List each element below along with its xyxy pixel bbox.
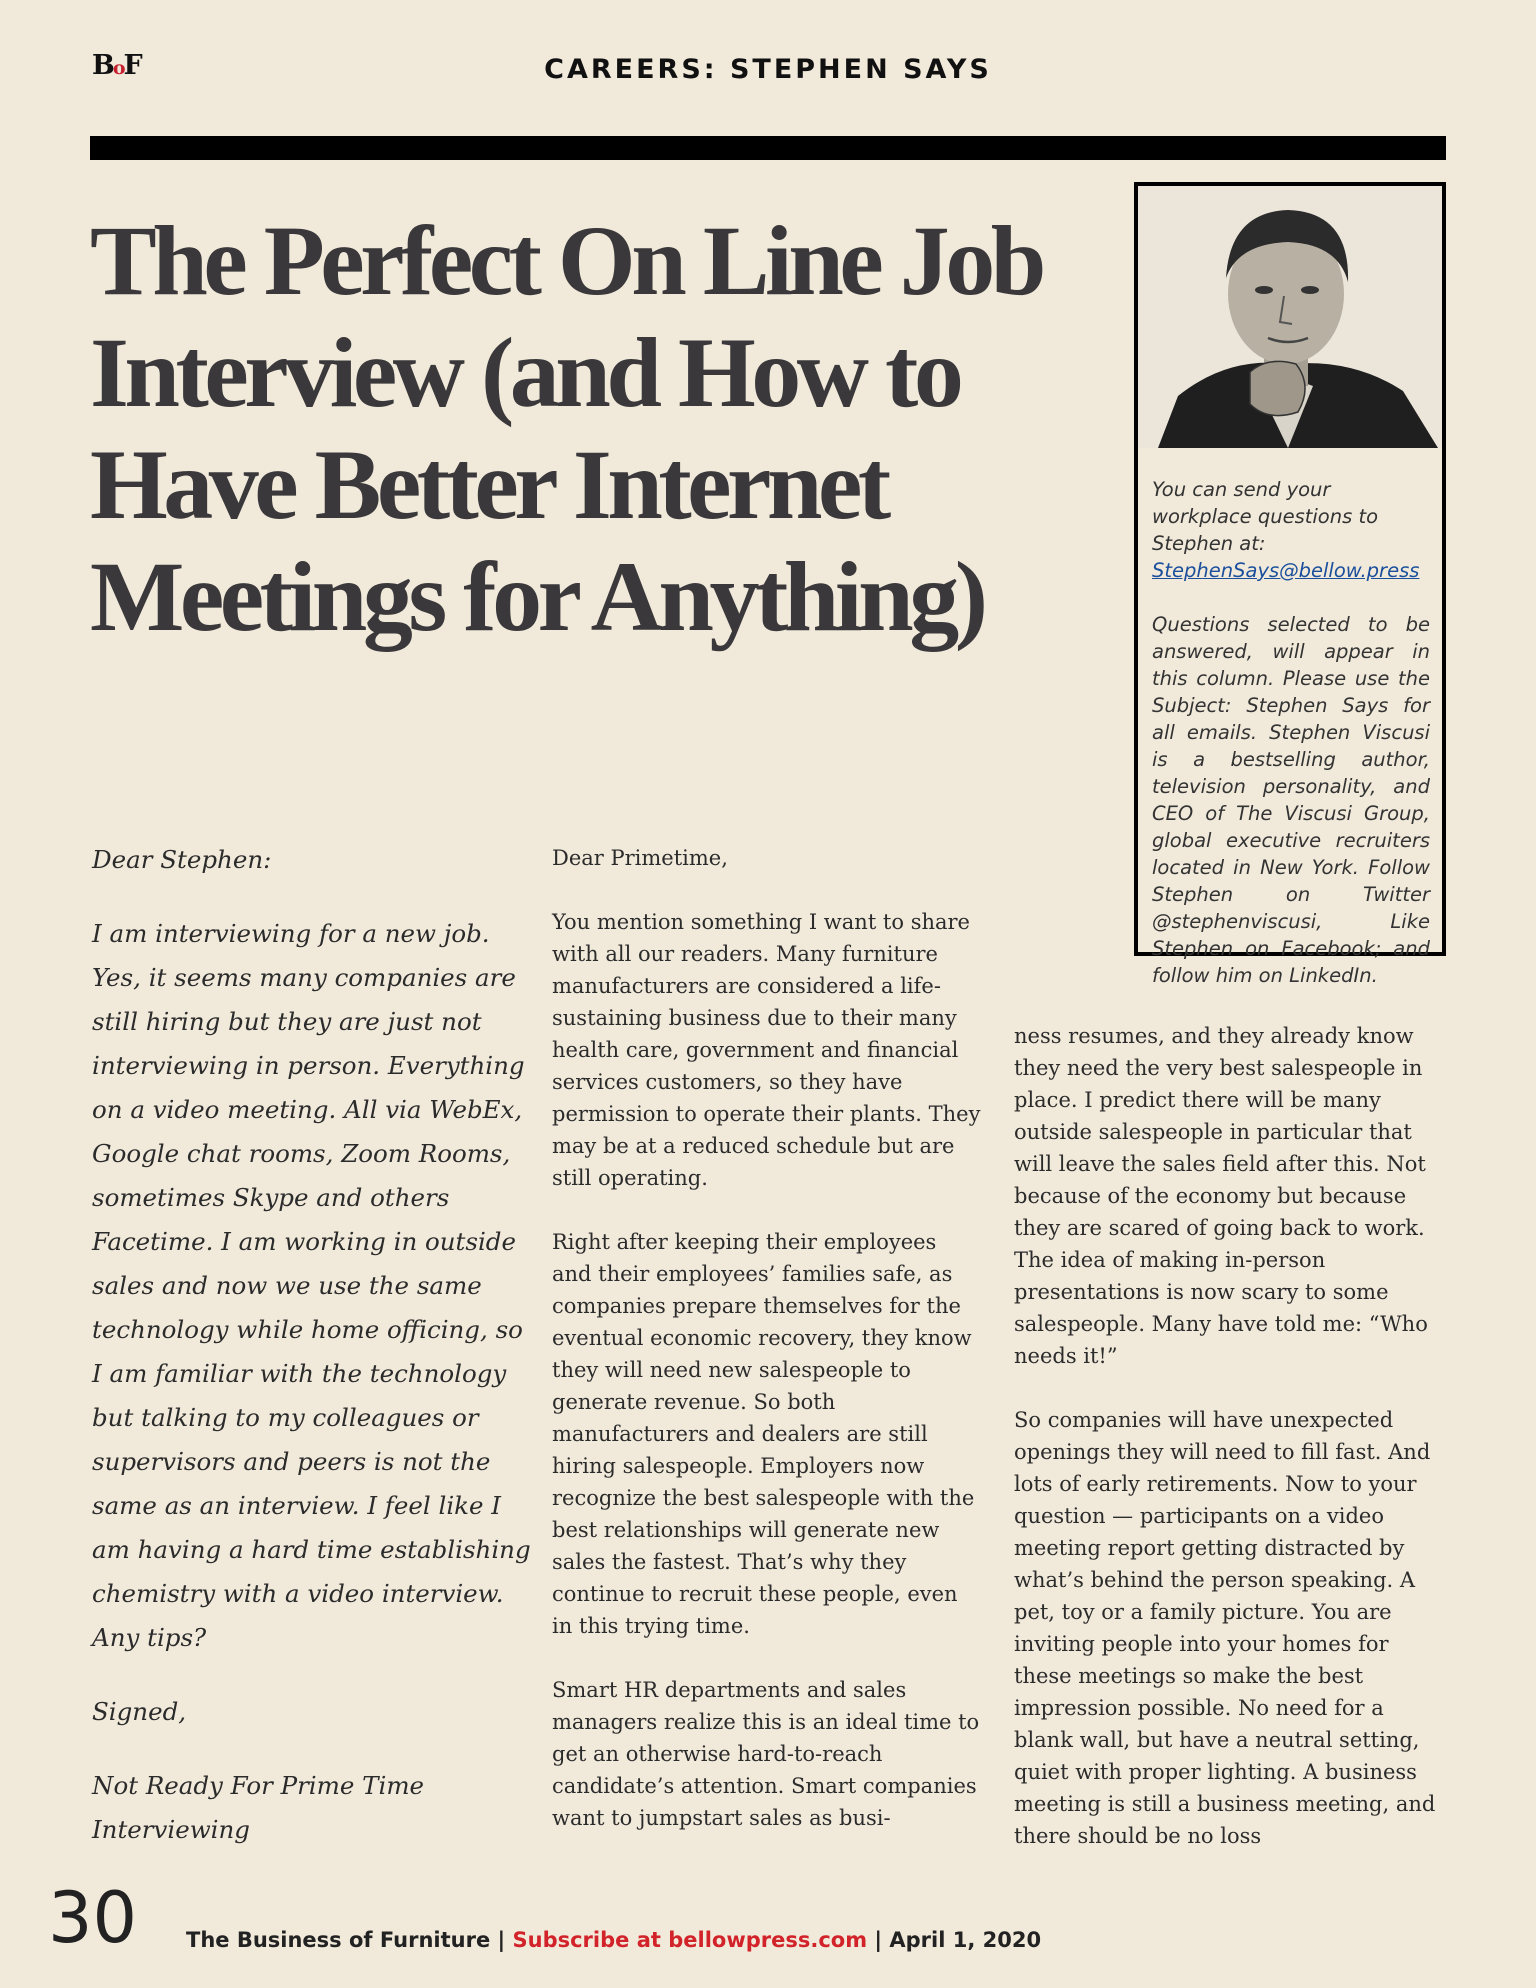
footer-separator: | (497, 1928, 506, 1952)
letter-salutation: Dear Stephen: (92, 845, 272, 874)
sidebar-bio: Questions selected to be answered, will appear in this column. Please use the Subject: Stephen Says for all emails. Stephen Viscusi is a bestselling author, television personality, and CEO of The Viscusi Group, global executive recruiters located in New York. Follow Stephen on Twitter @stephenviscusi, Like Stephen on Facebook; and follow him on LinkedIn. (1152, 613, 1430, 987)
sidebar-text (1152, 476, 1430, 989)
sidebar-email-link[interactable]: StephenSays@bellow.press (1152, 559, 1420, 582)
footer-publication: The Business of Furniture (186, 1928, 491, 1952)
bof-logo: BoF (92, 50, 141, 81)
header-rule (90, 136, 1446, 160)
footer-separator: | (874, 1928, 883, 1952)
section-title: CAREERS: STEPHEN SAYS (544, 54, 992, 85)
letter-signature: Not Ready For Prime Time Interviewing (92, 1771, 425, 1844)
author-portrait (1138, 186, 1442, 448)
reply-paragraph-2: Right after keeping their employees and their employees’ families safe, as companies prepare themselves for the eventual economic recovery, they know they will need new salespeople to generate revenue. So both manufacturers and dealers are still hiring salespeople. Employers now recognize the best salespeople with the best relationships will generate new sales the fastest. That’s why they continue to recruit these people, even in this trying time. (552, 1230, 975, 1638)
reply-paragraph-3-continued: ness resumes, and they already know they need the very best salespeople in place. I predict there will be many outside salespeople in particular that will leave the sales field after this. Not because of the economy but because they are scared of going back to work. The idea of making in-person presentations is now scary to some salespeople. Many have told me: “Who needs it!” (1014, 1024, 1428, 1368)
author-sidebar (1134, 182, 1446, 987)
reply-salutation: Dear Primetime, (552, 846, 728, 870)
reply-paragraph-1: You mention something I want to share with all our readers. Many furniture manufacturers are considered a life-sustaining business due to their many health care, government and financial services customers, so they have permission to operate their plants. They may be at a reduced schedule but are still operating. (552, 910, 981, 1190)
letter-signoff: Signed, (92, 1697, 187, 1726)
reply-column-2 (1014, 1020, 1444, 1852)
page-footer (186, 1928, 1041, 1952)
reply-paragraph-3: Smart HR departments and sales managers realize this is an ideal time to get an otherwise hard-to-reach candidate’s attention. Smart companies want to jumpstart sales as busi- (552, 1678, 980, 1830)
reader-letter (92, 838, 532, 1852)
article-headline: The Perfect On Line Job Interview (and How to Have Better Internet Meetings for Anything) (90, 205, 1042, 652)
page-number: 30 (48, 1877, 138, 1959)
letter-body: I am interviewing for a new job. Yes, it seems many companies are still hiring but they are just not interviewing in person. Everything on a video meeting. All via WebEx, Google chat rooms, Zoom Rooms, sometimes Skype and others Facetime. I am working in outside sales and now we use the same technology while home officing, so I am familiar with the technology but talking to my colleagues or supervisors and peers is not the same as an interview. I feel like I am having a hard time establishing chemistry with a video interview. Any tips? (92, 919, 531, 1652)
footer-subscribe-link[interactable]: Subscribe at bellowpress.com (512, 1928, 868, 1952)
footer-date: April 1, 2020 (889, 1928, 1042, 1952)
sidebar-intro: You can send your workplace questions to Stephen at: (1152, 478, 1379, 555)
reply-paragraph-4: So companies will have unexpected openings they will need to fill fast. And lots of early retirements. Now to your question — participants on a video meeting report getting distracted by what’s behind the person speaking. A pet, toy or a family picture. You are inviting people into your homes for these meetings so make the best impression possible. No need for a blank wall, but have a neutral setting, quiet with proper lighting. A business meeting is still a business meeting, and there should be no loss (1014, 1408, 1436, 1848)
reply-column-1 (552, 842, 982, 1834)
